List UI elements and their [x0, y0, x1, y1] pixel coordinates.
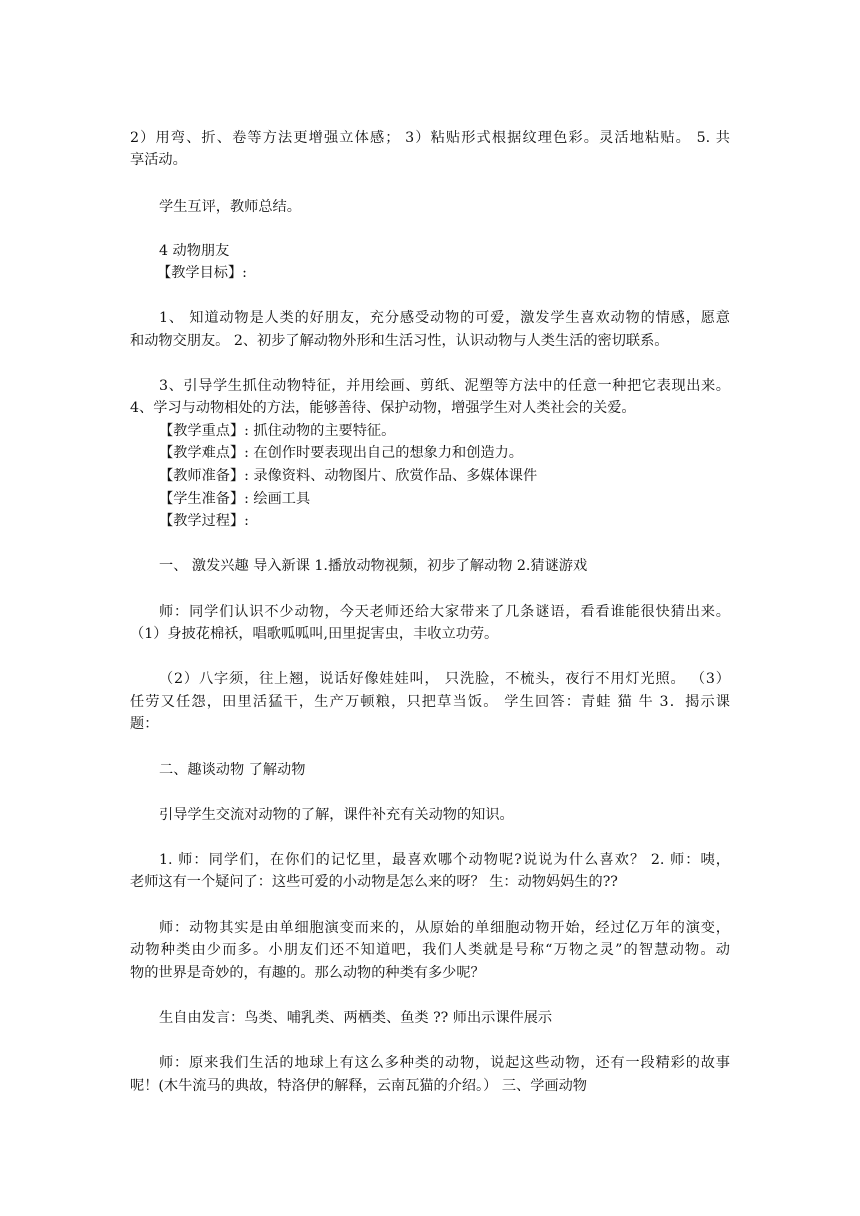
- text-line: 1. 师：同学们，在你们的记忆里，最喜欢哪个动物呢?说说为什么喜欢？ 2. 师：咦，: [159, 852, 730, 868]
- text-line: 生自由发言：鸟类、哺乳类、两栖类、鱼类 ?? 师出示课件展示: [159, 1010, 553, 1026]
- text-line: （2）八字须，往上翘，说话好像娃娃叫， 只洗脸，不梳头，夜行不用灯光照。 （3）: [159, 671, 730, 687]
- text-line: 师：原来我们生活的地球上有这么多种类的动物，说起这些动物，还有一段精彩的故事: [159, 1055, 730, 1071]
- text-line: 引导学生交流对动物的了解，课件补充有关动物的知识。: [159, 807, 514, 823]
- text-line: 学生互评，教师总结。: [159, 199, 301, 215]
- text-line: 一、 激发兴趣 导入新课 1.播放动物视频，初步了解动物 2.猜谜游戏: [159, 558, 588, 574]
- section-heading: 【教学难点】: 在创作时要表现出自己的想象力和创造力。: [159, 445, 523, 461]
- section-heading: 【教师准备】: 录像资料、动物图片、欣赏作品、多媒体课件: [159, 468, 538, 484]
- text-line: 1、 知道动物是人类的好朋友，充分感受动物的可爱，激发学生喜欢动物的情感，愿意: [159, 310, 730, 326]
- text-line: 4、学习与动物相处的方法，能够善待、保护动物，增强学生对人类社会的关爱。: [130, 400, 636, 416]
- text-line: 和动物交朋友。 2、初步了解动物外形和生活习性，认识动物与人类生活的密切联系。: [130, 333, 669, 349]
- text-line: 师：动物其实是由单细胞演变而来的，从原始的单细胞动物开始，经过亿万年的演变，: [159, 920, 730, 936]
- text-line: 3、引导学生抓住动物特征，并用绘画、剪纸、泥塑等方法中的任意一种把它表现出来。: [159, 378, 730, 394]
- text-line: 呢！(木牛流马的典故，特洛伊的解释，云南瓦猫的介绍。） 三、学画动物: [130, 1078, 587, 1094]
- text-line: 享活动。: [130, 152, 187, 168]
- section-title: 4 动物朋友: [159, 243, 230, 259]
- text-line: 师：同学们认识不少动物，今天老师还给大家带来了几条谜语，看看谁能很快猜出来。: [159, 604, 730, 620]
- text-line: 任劳又任怨，田里活猛干，生产万顿粮，只把草当饭。 学生回答：青蛙 猫 牛 3．揭示课: [130, 694, 730, 710]
- section-heading: 【教学目标】:: [157, 265, 247, 281]
- text-line: 物的世界是奇妙的，有趣的。那么动物的种类有多少呢？: [130, 965, 485, 981]
- section-heading: 【教学重点】: 抓住动物的主要特征。: [159, 423, 396, 439]
- section-heading: 【教学过程】:: [159, 513, 249, 529]
- text-line: （1）身披花棉袄，唱歌呱呱叫,田里捉害虫，丰收立功劳。: [130, 626, 499, 642]
- text-line: 老师这有一个疑问了：这些可爱的小动物是怎么来的呀？ 生：动物妈妈生的??: [130, 874, 618, 890]
- section-heading: 二、趣谈动物 了解动物: [159, 762, 306, 778]
- text-line: 动物种类由少而多。小朋友们还不知道吧，我们人类就是号称“万物之灵”的智慧动物。动: [130, 942, 730, 958]
- section-heading: 【学生准备】: 绘画工具: [159, 491, 311, 507]
- text-line: 2）用弯、折、卷等方法更增强立体感； 3）粘贴形式根据纹理色彩。灵活地粘贴。 5. 共: [130, 130, 730, 146]
- text-line: 题：: [130, 716, 159, 732]
